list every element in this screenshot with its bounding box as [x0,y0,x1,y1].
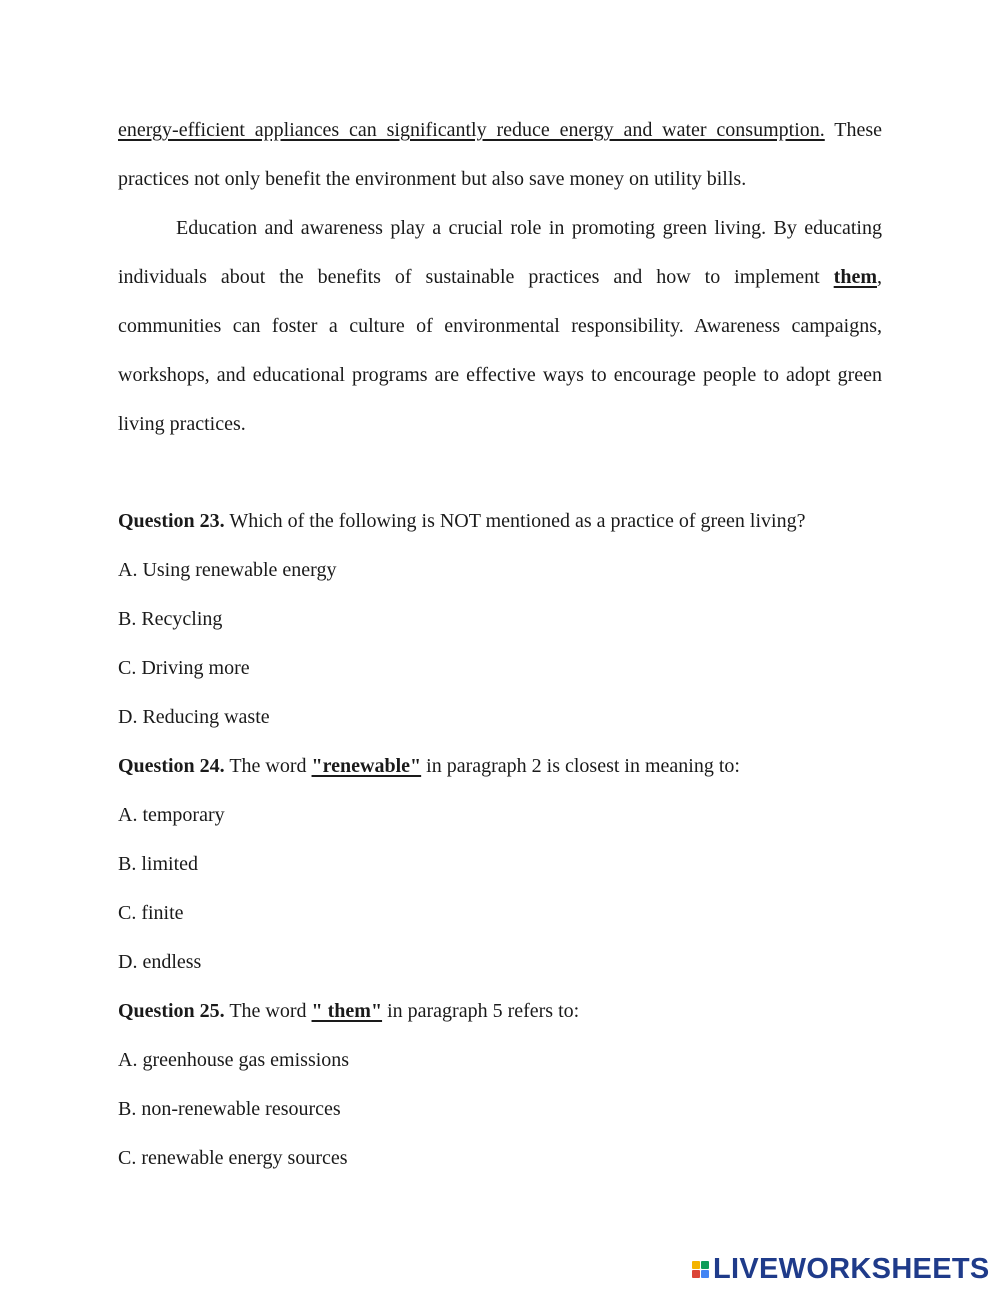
question-25-label: Question 25. [118,1000,225,1022]
worksheet-page [118,106,882,1183]
question-25-text-after: in paragraph 5 refers to: [382,1000,580,1022]
logo-square-4 [701,1270,709,1278]
question-24 [118,742,882,791]
logo-square-3 [692,1270,700,1278]
question-23-text: Which of the following is NOT mentioned as a practice of green living? [229,510,806,532]
option-24-a[interactable]: A. temporary [118,804,225,826]
option-24-b[interactable]: B. limited [118,853,198,875]
option-23-c[interactable]: C. Driving more [118,657,250,679]
logo-square-1 [692,1261,700,1269]
question-25 [118,987,882,1036]
option-25-c[interactable]: C. renewable energy sources [118,1147,348,1169]
paragraph-1-text: These practices not only benefit the environment but also save money on utility bills. [118,119,883,190]
question-23 [118,497,882,546]
question-24-keyword: "renewable" [311,755,422,777]
question-24-label: Question 24. [118,755,225,777]
underlined-sentence: energy-efficient appliances can significantly reduce energy and water consumption. [118,119,825,141]
highlighted-word-them: them [833,266,877,288]
question-25-keyword: " them" [311,1000,383,1022]
option-25-b[interactable]: B. non-renewable resources [118,1098,341,1120]
option-23-d[interactable]: D. Reducing waste [118,706,270,728]
spacer [118,449,882,497]
option-24-c[interactable]: C. finite [118,902,184,924]
option-24-d[interactable]: D. endless [118,951,202,973]
option-25-a[interactable]: A. greenhouse gas emissions [118,1049,350,1071]
question-25-text-before: The word [229,1000,312,1022]
logo-square-2 [701,1261,709,1269]
question-24-text-before: The word [229,755,312,777]
liveworksheets-logo [692,1252,990,1286]
logo-text: LIVEWORKSHEETS [713,1252,990,1285]
logo-squares-icon [692,1261,709,1278]
paragraph-2-text-before: Education and awareness play a crucial role in promoting green living. By educating individuals about the benefits of sustainable practices and how to implement [118,217,882,288]
option-23-b[interactable]: B. Recycling [118,608,223,630]
passage-paragraph-2 [118,204,882,449]
question-23-label: Question 23. [118,510,225,532]
question-24-text-after: in paragraph 2 is closest in meaning to: [421,755,740,777]
paragraph-2-text-after: , communities can foster a culture of environmental responsibility. Awareness campaigns, workshops, and educational programs are effective ways to encourage people to adopt green living practices. [118,266,882,435]
passage-paragraph-1 [118,106,882,204]
option-23-a[interactable]: A. Using renewable energy [118,559,337,581]
